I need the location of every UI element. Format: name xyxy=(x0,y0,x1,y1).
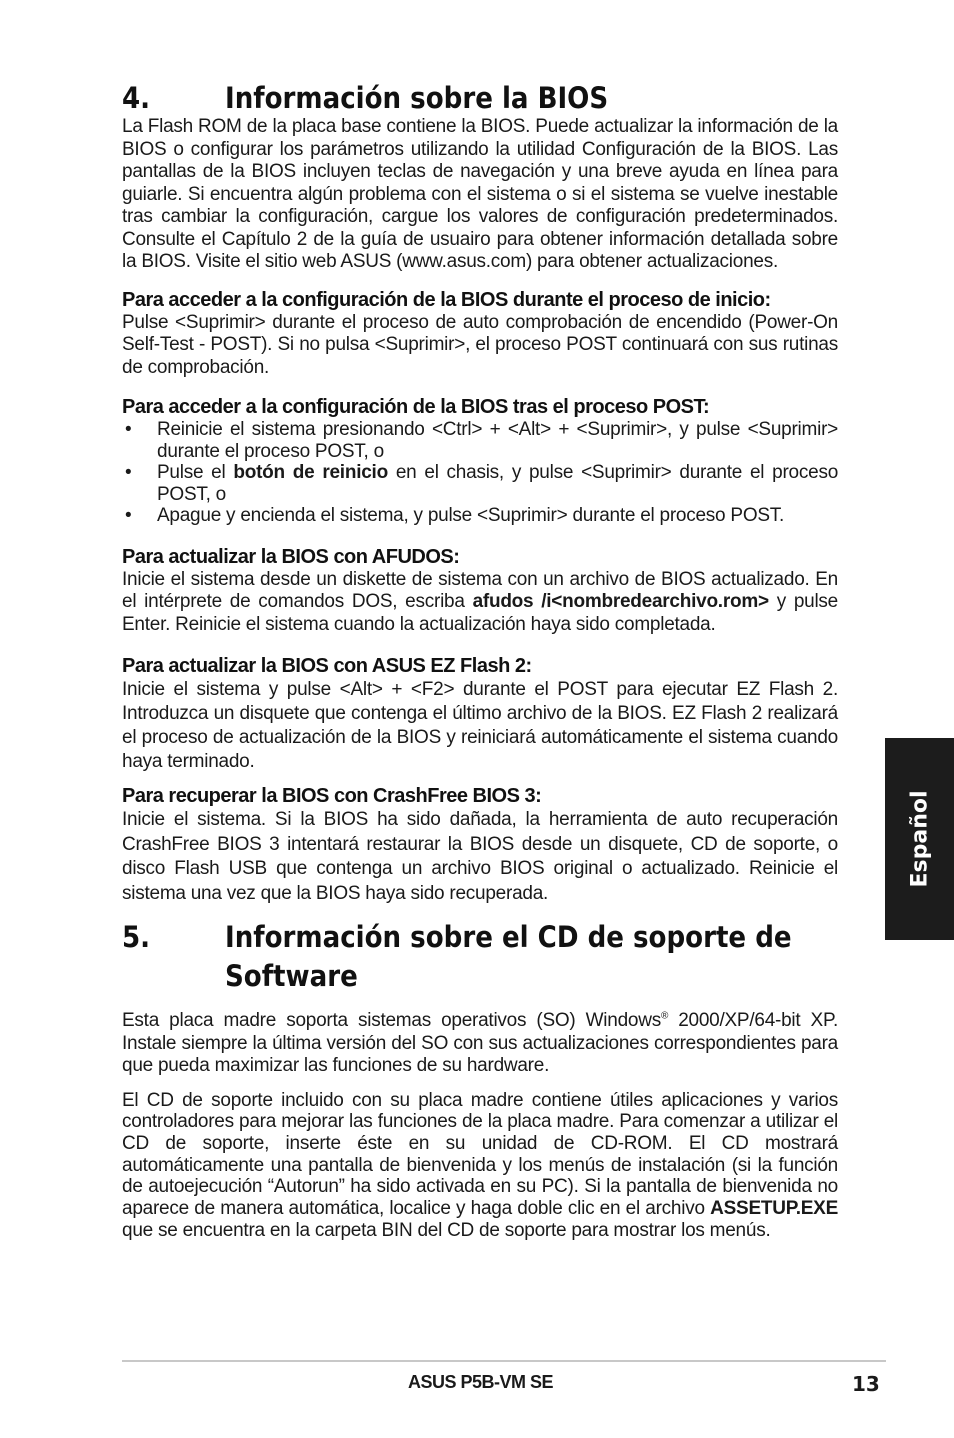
page-content xyxy=(122,80,838,1241)
crashfree-paragraph: Inicie el sistema. Si la BIOS ha sido dañada, la herramienta de auto recuperación CrashFree BIOS 3 intentará restaurar la BIOS desde un disquete, CD de soporte, o disco Flash USB que contenga un archivo BIOS original o actualizado. Reinicie el sistema una vez que la BIOS haya sido recuperada. xyxy=(122,809,838,904)
startup-paragraph: Pulse <Suprimir> durante el proceso de auto comprobación de encendido (Power-On Self-Test - POST). Si no pulsa <Suprimir>, el proceso POST continuará con sus rutinas de comprobación. xyxy=(122,311,838,378)
section-4-number: 4. xyxy=(122,81,151,115)
language-side-tab xyxy=(885,738,954,940)
os-support-paragraph: Esta placa madre soporta sistemas operativos (SO) Windows® 2000/XP/64-bit XP. Instale siempre la última versión del SO con sus actualizaciones correspondientes para que pueda maximizar las funciones de su hardware. xyxy=(122,1010,838,1076)
section-5-title: Información sobre el CD de soporte de Software xyxy=(225,920,792,993)
startup-heading: Para acceder a la configuración de la BIOS durante el proceso de inicio: xyxy=(122,288,771,311)
page-number: 13 xyxy=(852,1372,880,1396)
footer-model-name: ASUS P5B-VM SE xyxy=(408,1372,554,1392)
section-5-heading xyxy=(122,918,838,996)
section-4-heading xyxy=(122,80,838,116)
afudos-command: afudos /i<nombredearchivo.rom> xyxy=(472,591,769,612)
section-5-number: 5. xyxy=(122,920,151,954)
afudos-paragraph: Inicie el sistema desde un diskette de sistema con un archivo de BIOS actualizado. En el intérprete de comandos DOS, escriba afudos /i<nombredearchivo.rom> y pulse Enter. Reinicie el sistema cuando la actualización haya sido completada. xyxy=(122,568,838,635)
language-tab-label: Español xyxy=(907,790,932,888)
list-item: • Reinicie el sistema presionando <Ctrl> + <Alt> + <Suprimir>, y pulse <Suprimir> durante el proceso POST, o xyxy=(125,419,838,462)
footer-divider xyxy=(122,1360,886,1362)
list-item: • Apague y encienda el sistema, y pulse <Suprimir> durante el proceso POST. xyxy=(125,505,785,526)
post-heading: Para acceder a la configuración de la BIOS tras el proceso POST: xyxy=(122,396,710,418)
crashfree-heading: Para recuperar la BIOS con CrashFree BIOS 3: xyxy=(122,785,542,807)
reset-button-term: botón de reinicio xyxy=(233,462,388,483)
list-item: • Pulse el botón de reinicio en el chasis, y pulse <Suprimir> durante el proceso POST, o xyxy=(125,462,839,505)
post-bullet-list xyxy=(122,419,838,527)
assetup-filename: ASSETUP.EXE xyxy=(710,1198,838,1220)
ezflash-paragraph: Inicie el sistema y pulse <Alt> + <F2> durante el POST para ejecutar EZ Flash 2. Introduzca un disquete que contenga el último archivo de la BIOS. EZ Flash 2 realizará el proceso de actualización de la BIOS y reiniciará automáticamente el sistema cuando haya terminado. xyxy=(122,679,838,772)
ezflash-heading: Para actualizar la BIOS con ASUS EZ Flash 2: xyxy=(122,655,532,677)
support-cd-paragraph: El CD de soporte incluido con su placa madre contiene útiles aplicaciones y varios controladores para mejorar las funciones de la placa madre. Para comenzar a utilizar el CD de soporte, inserte éste en su unidad de CD-ROM. El CD mostrará automáticamente una pantalla de bienvenida y los menús de instalación (si la función de autoejecución “Autorun” ha sido activada en su PC). Si la pantalla de bienvenida no aparece de manera automática, localice y haga doble clic en el archivo ASSETUP.EXE que se encuentra en la carpeta BIN del CD de soporte para mostrar los menús. xyxy=(122,1089,838,1241)
afudos-heading: Para actualizar la BIOS con AFUDOS: xyxy=(122,545,460,568)
bios-intro-paragraph: La Flash ROM de la placa base contiene la BIOS. Puede actualizar la información de la BIOS o configurar los parámetros utilizando la utilidad Configuración de la BIOS. Las pantallas de la BIOS incluyen teclas de navegación y una breve ayuda en línea para guiarle. Si encuentra algún problema con el sistema o si el sistema se vuelve inestable tras cambiar la configuración, cargue los valores de configuración predeterminados. Consulte el Capítulo 2 de la guía de usuairo para obtener información detallada sobre la BIOS. Visite el sitio web ASUS (www.asus.com) para obtener actualizaciones. xyxy=(122,116,838,272)
section-4-title: Información sobre la BIOS xyxy=(225,81,609,115)
